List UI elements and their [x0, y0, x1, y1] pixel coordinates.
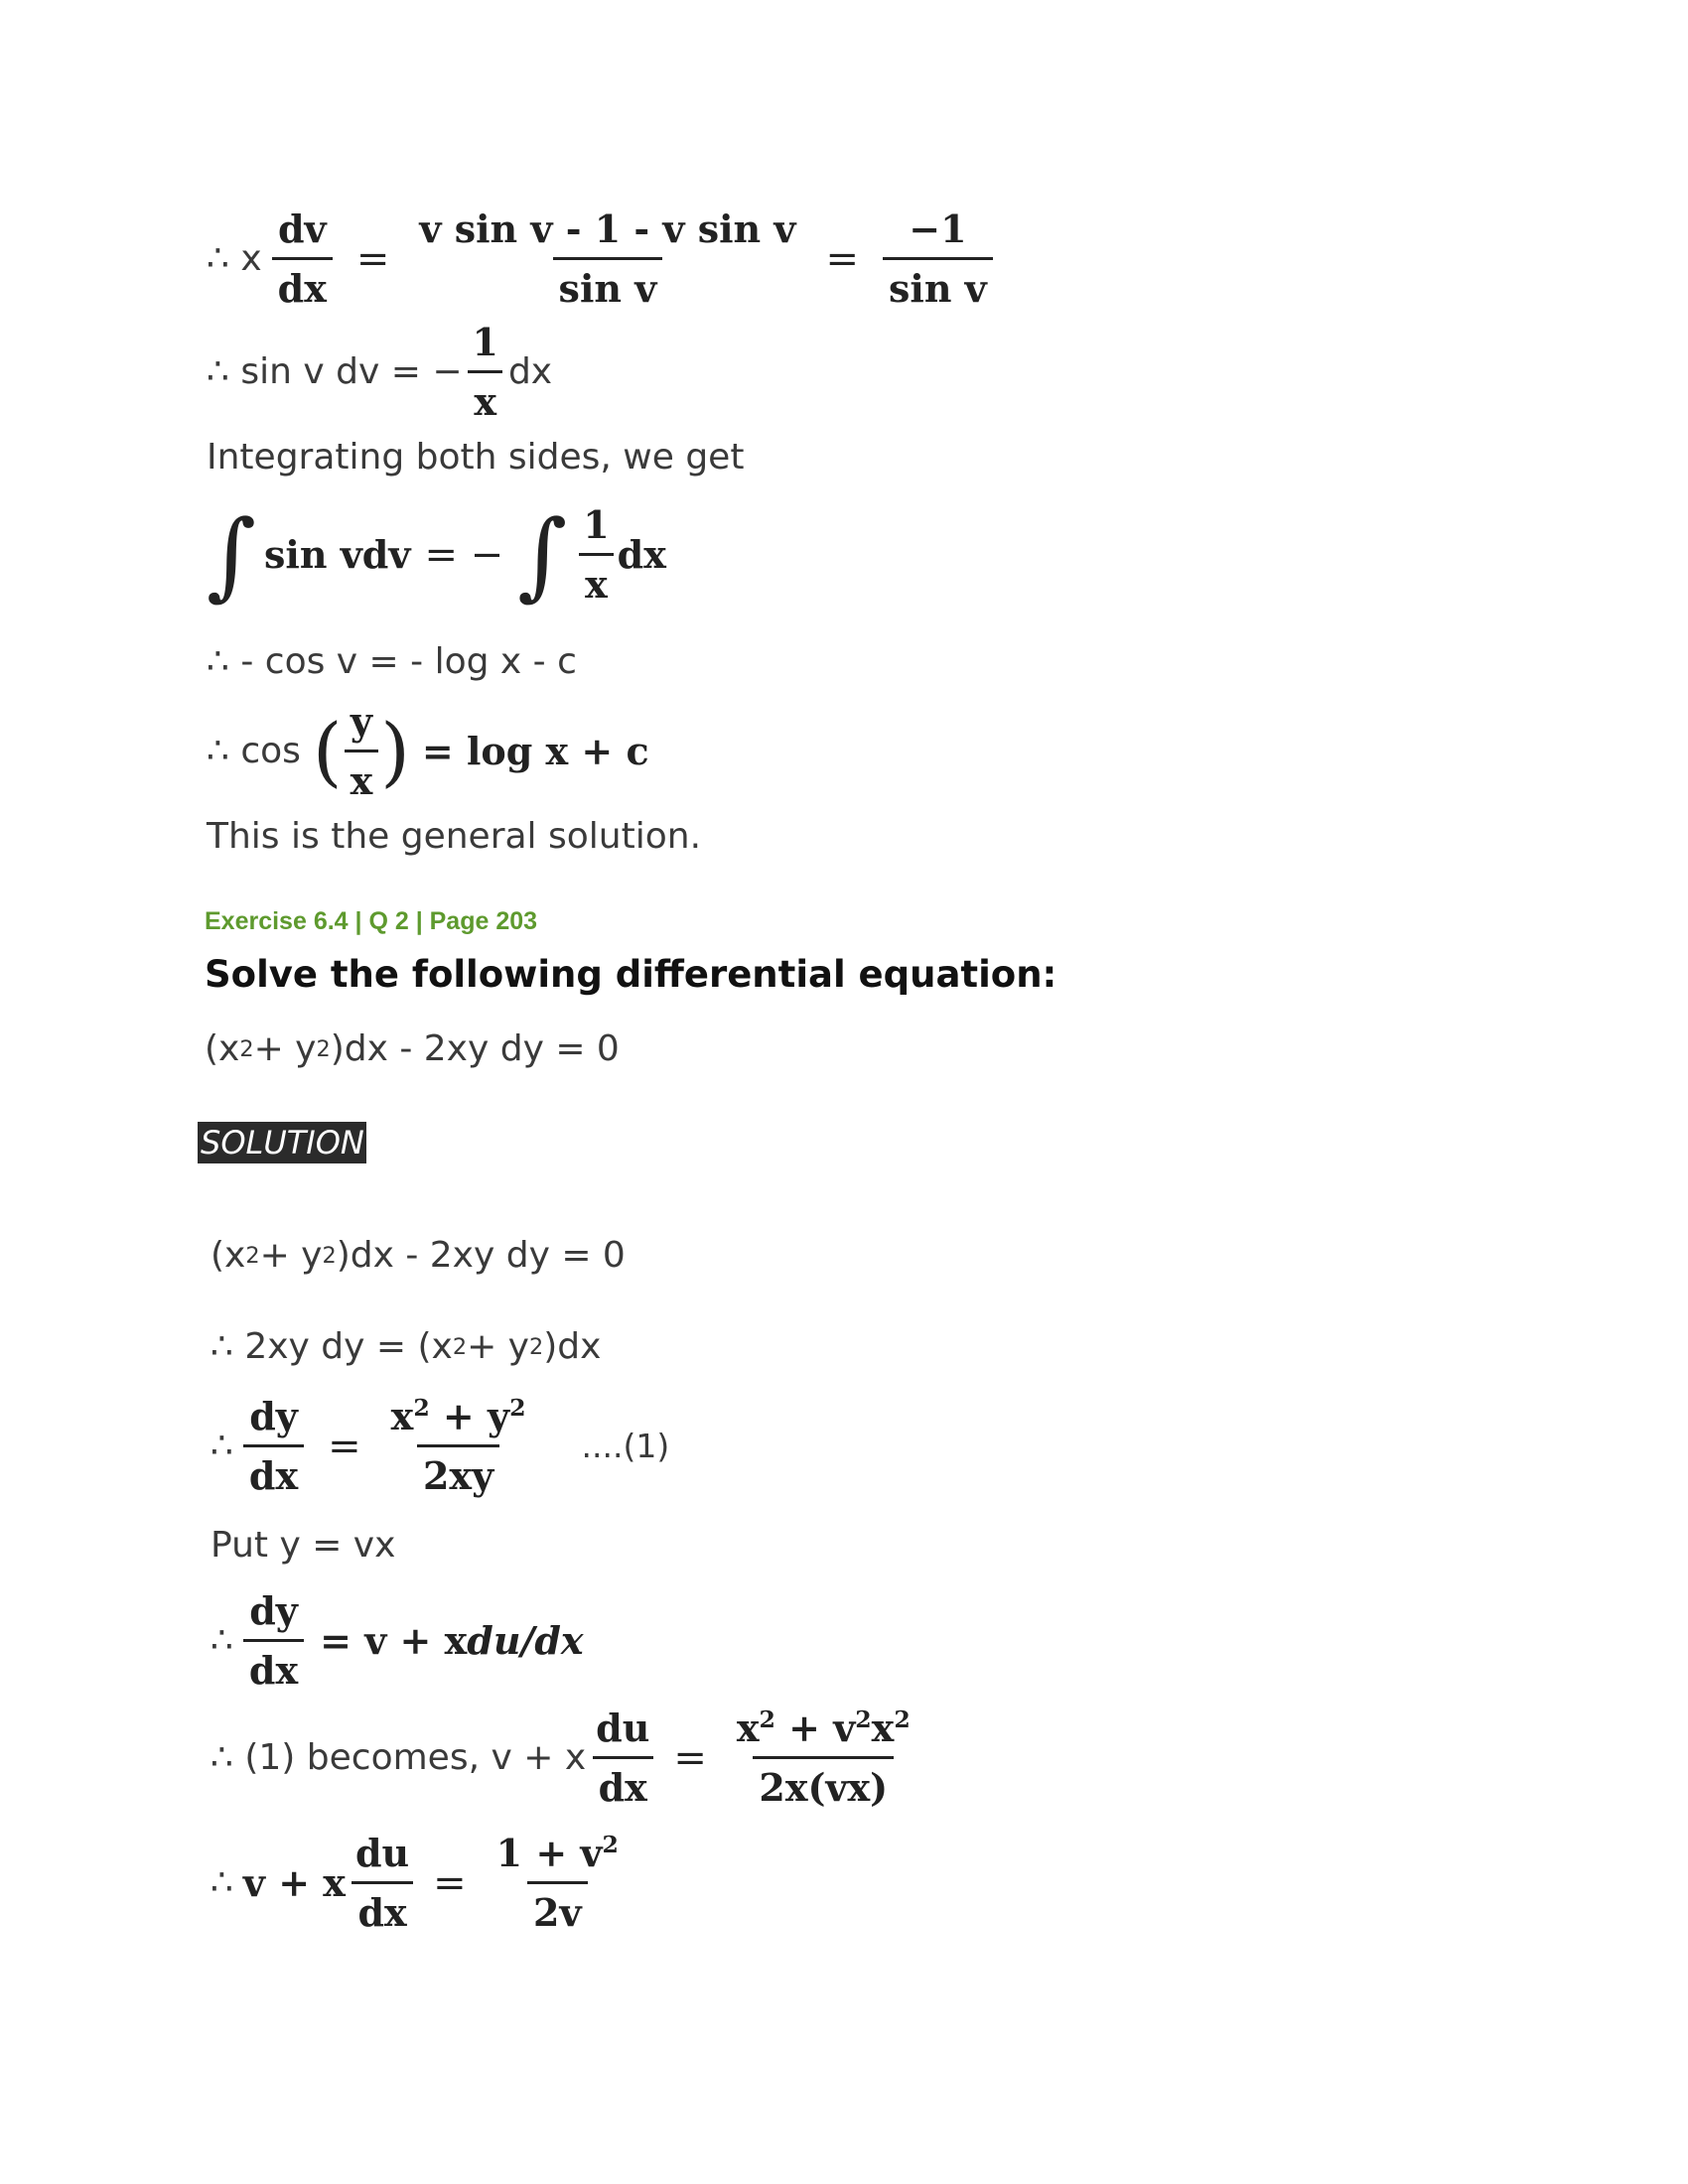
fraction [731, 1706, 916, 1810]
denominator: dx [593, 1756, 653, 1810]
integrand: sin vdv [264, 532, 411, 577]
numerator: dy [249, 1394, 298, 1438]
numerator: v sin v - 1 - v sin v [419, 206, 796, 251]
denominator: x [579, 553, 614, 607]
equals-sign: = [825, 235, 859, 282]
equation-line [211, 1588, 584, 1693]
equation-lead: ∴ x [207, 238, 262, 279]
equation-lead: ∴ [211, 1862, 233, 1903]
denominator: dx [243, 1639, 304, 1693]
equals-sign: = [328, 1423, 361, 1469]
fraction [345, 699, 379, 803]
fraction [883, 206, 993, 311]
text-line: Integrating both sides, we get [207, 437, 745, 478]
text-line: This is the general solution. [207, 816, 702, 857]
text-line: Put y = vx [211, 1525, 396, 1566]
numerator: $x^2 + y^2$ [390, 1393, 526, 1438]
fraction [385, 1394, 532, 1498]
left-paren: ( [312, 706, 343, 795]
equation-lead: ∴ sin v dv = − [207, 351, 463, 392]
numerator: $1 + v^2$ [495, 1830, 619, 1875]
numerator: dy [249, 1588, 298, 1633]
numerator: 1 [583, 502, 610, 547]
numerator: −1 [909, 206, 967, 251]
equation-lead: ∴ [211, 1620, 233, 1661]
equals-sign: = [673, 1734, 707, 1781]
equation-lhs: v + x [242, 1860, 346, 1905]
fraction [577, 502, 615, 607]
denominator: dx [243, 1444, 304, 1498]
equation-line [207, 320, 552, 424]
fraction [590, 1706, 655, 1810]
equation-lead: ∴ (1) becomes, v + x [211, 1737, 587, 1778]
numerator: dv [277, 206, 327, 251]
denominator: 2v [527, 1881, 588, 1935]
numerator: du [354, 1831, 410, 1875]
fraction [243, 1588, 304, 1693]
denominator: x [345, 750, 379, 803]
fraction [491, 1831, 625, 1935]
denominator: sin v [883, 257, 993, 311]
integral-sign: ∫ [207, 498, 257, 611]
denominator: sin v [553, 257, 663, 311]
numerator: y [350, 699, 372, 744]
equation-lead: ∴ [211, 1426, 233, 1466]
equation-line: (x 2 + y 2 )dx - 2xy dy = 0 [211, 1235, 626, 1276]
integral-sign: ∫ [517, 498, 568, 611]
right-paren: ) [380, 706, 410, 795]
equation-rhs: = log x + c [421, 729, 649, 773]
question-title: Solve the following differential equation: [205, 953, 1057, 996]
equation-lead: ∴ cos [207, 731, 301, 771]
denominator: dx [272, 257, 333, 311]
equation-line: ∴ 2xy dy = (x 2 + y 2 )dx [211, 1326, 602, 1367]
equation-tag: ....(1) [581, 1427, 670, 1465]
denominator: 2xy [417, 1444, 499, 1498]
equation-line [207, 699, 649, 803]
fraction [413, 206, 801, 311]
equation-line: ∴ - cos v = - log x - c [207, 641, 577, 682]
equation-line [207, 206, 1003, 311]
numerator: 1 [472, 320, 498, 364]
solution-label: SOLUTION [198, 1122, 366, 1163]
numerator: du [596, 1706, 650, 1750]
denominator: dx [352, 1881, 412, 1935]
equals-sign: = − [424, 531, 504, 578]
equation-line [207, 498, 666, 611]
fraction [466, 320, 503, 424]
equation-line [211, 1706, 926, 1810]
denominator: x [468, 370, 502, 424]
exercise-reference: Exercise 6.4 | Q 2 | Page 203 [205, 907, 538, 935]
fraction [272, 206, 333, 311]
equals-sign: = [433, 1859, 467, 1906]
equation-rhs: = v + x [320, 1618, 468, 1663]
equation-tail: dx [617, 532, 666, 577]
denominator: 2x(vx) [753, 1756, 894, 1810]
equation-rhs-derivative: du/dx [467, 1618, 584, 1663]
equation-tail: dx [507, 351, 553, 392]
fraction [350, 1831, 415, 1935]
fraction [243, 1394, 304, 1498]
question-equation: (x 2 + y 2 )dx - 2xy dy = 0 [205, 1028, 620, 1069]
equation-line [211, 1394, 669, 1498]
equation-line [211, 1831, 634, 1935]
numerator: $x^2 + v^2x^2$ [736, 1705, 911, 1750]
equals-sign: = [355, 235, 390, 282]
